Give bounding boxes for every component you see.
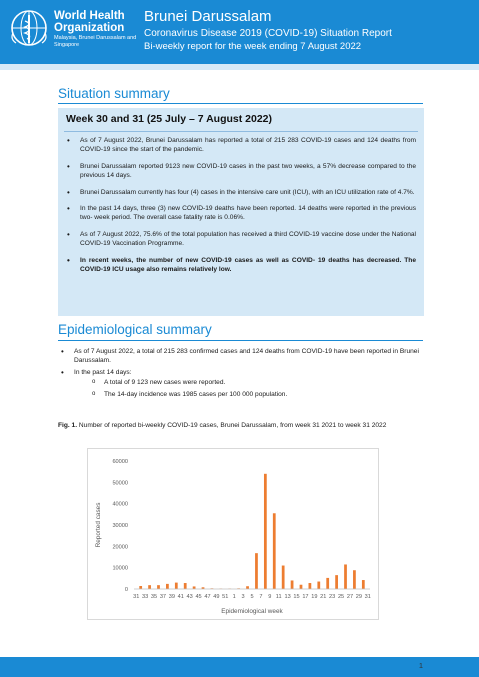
- chart-bar: [139, 586, 142, 589]
- chart-bar: [255, 553, 258, 589]
- x-tick-label: 15: [293, 594, 300, 600]
- chart-bar: [157, 585, 160, 589]
- report-subtitle: Coronavirus Disease 2019 (COVID-19) Situation Report: [144, 28, 392, 39]
- x-tick-label: 39: [168, 594, 175, 600]
- x-tick-label: 5: [250, 594, 254, 600]
- x-tick-label: 23: [329, 594, 336, 600]
- report-header: [0, 0, 479, 64]
- x-tick-label: 25: [337, 594, 345, 600]
- figure-caption: [58, 421, 428, 430]
- report-period: Bi-weekly report for the week ending 7 August 2022: [144, 41, 362, 52]
- list-item: [58, 368, 424, 399]
- x-tick-label: 33: [142, 594, 149, 600]
- x-axis-label: Epidemiological week: [221, 608, 283, 615]
- x-tick-label: 21: [320, 594, 327, 600]
- x-tick-label: 17: [302, 594, 309, 600]
- chart-bar: [300, 585, 303, 589]
- epi-divider: [58, 340, 423, 341]
- chart-bar: [317, 582, 320, 589]
- footer-band: [0, 657, 479, 677]
- chart-bar: [166, 584, 169, 589]
- chart-bar: [264, 474, 267, 589]
- chart-bar: [362, 580, 365, 589]
- x-tick-label: 35: [150, 594, 158, 600]
- x-tick-label: 43: [186, 594, 193, 600]
- list-item: • As of 7 August 2022, a total of 215 283 confirmed cases and 124 deaths from COVID-19 have been reported in Brunei Darussalam.: [58, 347, 424, 366]
- org-region: Malaysia, Brunei Darussalam and Singapore: [54, 35, 137, 48]
- list-item-text: In the past 14 days:: [74, 368, 132, 376]
- box-title: Week 30 and 31 (25 July – 7 August 2022): [66, 113, 273, 125]
- list-item: • In the past 14 days, three (3) new COVID-19 deaths have been reported. 14 deaths were reported in the previous two- week period. The overall case fatality rate is 0.06%.: [64, 204, 416, 223]
- x-tick-label: 45: [195, 594, 202, 600]
- chart-bar: [344, 564, 347, 589]
- x-tick-label: 7: [259, 594, 263, 600]
- x-tick-label: 29: [355, 594, 362, 600]
- chart-bar: [148, 585, 151, 589]
- y-axis-label: Reported cases: [95, 502, 102, 548]
- situation-bullets: [64, 136, 416, 281]
- y-tick-label: 30000: [112, 523, 128, 529]
- chart-bar: [309, 583, 312, 589]
- box-divider: [64, 131, 418, 132]
- situation-divider: [58, 103, 423, 104]
- y-tick-label: 50000: [112, 480, 128, 487]
- chart-bar: [282, 566, 285, 589]
- page-number: 1: [418, 661, 423, 670]
- x-tick-label: 31: [133, 594, 140, 600]
- x-tick-label: 31: [364, 594, 371, 600]
- list-item: • As of 7 August 2022, 75.6% of the total population has received a third COVID-19 vaccine dose under the National COVID-19 Vaccination Programme.: [64, 230, 416, 249]
- sub-list-item: o A total of 9 123 new cases were reported.: [74, 378, 424, 387]
- chart-bar: [175, 583, 178, 589]
- report-title: Brunei Darussalam: [144, 8, 272, 25]
- figure-label: Fig. 1.: [58, 422, 78, 429]
- x-tick-label: 1: [232, 594, 236, 600]
- x-tick-label: 3: [241, 594, 245, 600]
- y-tick-label: 40000: [112, 501, 128, 508]
- epi-heading: Epidemiological summary: [58, 322, 212, 337]
- chart-bar: [326, 578, 329, 589]
- epi-sub-bullets: [74, 378, 424, 399]
- situation-heading: Situation summary: [58, 86, 170, 101]
- x-tick-label: 11: [275, 594, 282, 600]
- y-tick-label: 60000: [112, 459, 128, 465]
- org-name: World Health Organization: [54, 10, 125, 34]
- chart-bar: [184, 583, 187, 589]
- chart-bar: [273, 513, 276, 589]
- y-tick-label: 0: [124, 587, 128, 593]
- x-tick-label: 37: [159, 594, 167, 600]
- chart-bar: [246, 586, 249, 589]
- x-tick-label: 9: [268, 594, 272, 600]
- situation-summary-box: [58, 108, 424, 316]
- list-item: • As of 7 August 2022, Brunei Darussalam has reported a total of 215 283 COVID-19 cases and 124 deaths from COVID-19 since the start of the pandemic.: [64, 136, 416, 155]
- header-band: [0, 64, 479, 70]
- y-tick-label: 20000: [112, 544, 128, 551]
- x-tick-label: 27: [346, 594, 354, 600]
- epi-bullets: [58, 347, 424, 401]
- x-tick-label: 13: [284, 594, 291, 600]
- x-tick-label: 41: [177, 594, 184, 600]
- list-item: • Brunei Darussalam currently has four (4) cases in the intensive care unit (ICU), with an ICU utilization rate of 4.7%.: [64, 188, 416, 197]
- chart-bar: [335, 575, 338, 589]
- y-tick-label: 10000: [112, 565, 128, 572]
- x-tick-label: 47: [204, 594, 211, 600]
- chart-frame: [87, 448, 379, 620]
- x-tick-label: 19: [311, 594, 318, 600]
- chart-bar: [291, 580, 294, 589]
- who-emblem-icon: [8, 7, 50, 49]
- chart-bar: [353, 570, 356, 589]
- bar-chart: [88, 449, 378, 619]
- sub-list-item: o The 14-day incidence was 1985 cases per 100 000 population.: [74, 390, 424, 399]
- who-logo: [8, 7, 158, 57]
- key-finding: • In recent weeks, the number of new COVID-19 cases as well as COVID- 19 deaths has decreased. The COVID-19 ICU usage also remains relatively low.: [64, 256, 416, 275]
- figure-caption-text: Number of reported bi-weekly COVID-19 cases, Brunei Darussalam, from week 31 2021 to week 31 2022: [78, 422, 387, 429]
- x-tick-label: 49: [213, 594, 220, 600]
- x-tick-label: 51: [222, 594, 229, 600]
- list-item: • Brunei Darussalam reported 9123 new COVID-19 cases in the past two weeks, a 57% decrease compared to the previous 14 days.: [64, 162, 416, 181]
